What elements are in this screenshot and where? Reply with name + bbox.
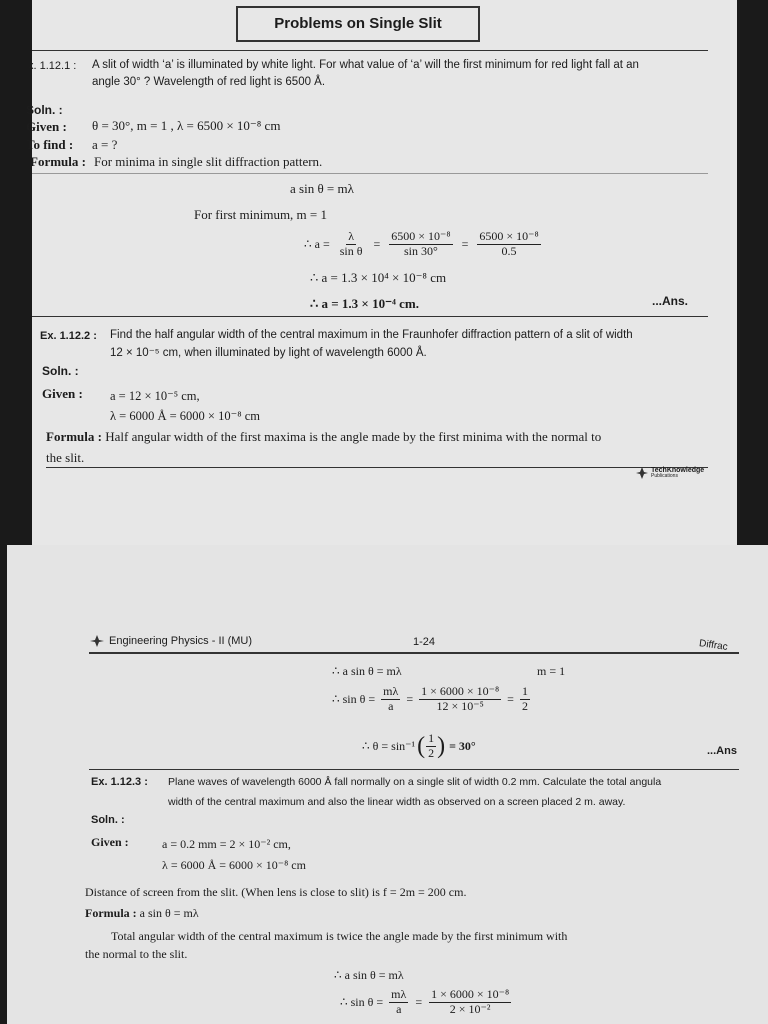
distance-text: Distance of screen from the slit. (When lens is close to slit) is f = 2m = 200 cm. xyxy=(85,885,467,899)
solution-label: Soln. : xyxy=(91,814,125,826)
formula-line xyxy=(46,429,601,445)
equation: ∴ a = $\frac{\lambda}{\text{sin θ}}$ = $\frac{\text{6500 × 10⁻⁸}}{\sin 30^\circ}$ = $\frac{\text{6500 × 10⁻⁸}}{0.5}$ xyxy=(304,229,539,258)
question-text: Plane waves of wavelength 6000 Å fall normally on a single slit of width 0.2 mm. Calculate the total angula xyxy=(168,776,662,788)
equation: ∴ sin θ = $\frac{m\lambda}{a}$ = $\frac{\text{1 × 6000 × 10⁻⁸}}{\text{2 × 10⁻²}}$ xyxy=(340,987,510,1016)
denominator: 2 × 10⁻² xyxy=(449,1001,491,1016)
header xyxy=(89,634,252,648)
denominator: a xyxy=(396,1001,402,1016)
fraction xyxy=(381,685,400,714)
given-value: a = 0.2 mm = 2 × 10⁻² cm, xyxy=(162,837,291,851)
fraction xyxy=(426,732,436,761)
equation: ∴ θ = sin⁻¹ ( $\frac{1}{2}$ ) = 30° xyxy=(362,731,476,760)
formula-text: Half angular width of the first maxima is the angle made by the first minima with the normal to xyxy=(105,429,602,444)
equation: For first minimum, m = 1 xyxy=(194,207,328,222)
textbook-page-upper xyxy=(26,0,737,545)
formula-label: Formula : xyxy=(85,906,137,920)
numerator: mλ xyxy=(391,987,407,1001)
given-value: a = 12 × 10⁻⁵ cm, xyxy=(110,389,200,403)
question-text: width of the central maximum and also the linear width as observed on a screen placed 2 m. away. xyxy=(168,796,626,808)
solution-label: Soln. : xyxy=(26,103,63,117)
equation-prefix: ∴ sin θ = xyxy=(332,691,376,706)
solution-label: Soln. : xyxy=(42,364,79,378)
given-value: λ = 6000 Å = 6000 × 10⁻⁸ cm xyxy=(110,409,260,423)
fraction xyxy=(520,685,530,714)
answer-marker: ...Ans. xyxy=(652,294,689,308)
divider xyxy=(32,316,708,317)
given-label: Given : xyxy=(26,119,67,134)
publisher-logo xyxy=(635,466,704,480)
equation: a sin θ = mλ xyxy=(290,181,354,196)
given-label: Given : xyxy=(42,386,83,401)
fraction xyxy=(477,230,540,259)
formula-label: Formula : xyxy=(30,154,86,169)
numerator: 1 xyxy=(521,684,528,698)
answer-marker: ...Ans xyxy=(707,745,737,757)
logo-text: TechKnowledge xyxy=(651,467,705,474)
example-number: Ex. 1.12.2 : xyxy=(40,330,97,342)
numerator: 1 × 6000 × 10⁻⁸ xyxy=(431,987,510,1001)
publisher-logo-icon xyxy=(89,634,105,648)
tofind-value: a = ? xyxy=(92,137,118,152)
denominator: 12 × 10⁻⁵ xyxy=(436,698,484,713)
denominator: sin θ xyxy=(339,243,363,258)
equation-prefix: ∴ θ = sin⁻¹ xyxy=(362,738,416,753)
numerator: 6500 × 10⁻⁸ xyxy=(391,229,451,243)
numerator: 1 × 6000 × 10⁻⁸ xyxy=(421,684,500,698)
given-label: Given : xyxy=(91,835,129,849)
numerator: mλ xyxy=(383,684,399,698)
numerator: 1 xyxy=(428,731,435,745)
page-number: 1-24 xyxy=(413,636,436,648)
example-number: Ex. 1.12.3 : xyxy=(91,776,148,788)
equation-prefix: ∴ a = xyxy=(304,236,330,251)
denominator: sin 30° xyxy=(404,243,438,258)
formula-line xyxy=(85,906,199,921)
formula-text: For minima in single slit diffraction pattern. xyxy=(94,154,323,169)
header-chapter: Diffrac xyxy=(698,638,729,653)
fraction xyxy=(389,988,408,1017)
denominator: 2 xyxy=(521,698,528,713)
question-text: A slit of width ‘a’ is illuminated by white light. For what value of ‘a’ will the first minimum for red light fall at an xyxy=(92,59,639,71)
divider xyxy=(89,769,739,770)
equation: ∴ sin θ = $\frac{m\lambda}{a}$ = $\frac{\text{1 × 6000 × 10⁻⁸}}{\text{12 × 10⁻⁵}}$ = $\frac{1}{2}$ xyxy=(332,684,528,713)
equation: ∴ a sin θ = mλ xyxy=(334,968,404,982)
tofind-label: To find : xyxy=(26,137,74,152)
equation-prefix: ∴ sin θ = xyxy=(340,994,384,1009)
logo-icon xyxy=(635,466,649,480)
logo-subtext: Publications xyxy=(651,473,678,479)
textbook-page-lower xyxy=(7,545,768,1024)
question-text: angle 30° ? Wavelength of red light is 6500 Å. xyxy=(92,76,326,88)
formula-value: a sin θ = mλ xyxy=(139,906,199,920)
fraction xyxy=(429,988,511,1017)
denominator: a xyxy=(388,698,394,713)
denominator: 2 xyxy=(428,745,435,760)
paragraph: the normal to the slit. xyxy=(85,947,188,961)
fraction xyxy=(419,685,501,714)
example-number: x. 1.12.1 : xyxy=(28,60,77,72)
denominator: 0.5 xyxy=(501,243,517,258)
equation: ∴ a = 1.3 × 10⁴ × 10⁻⁸ cm xyxy=(310,270,447,285)
given-value: λ = 6000 Å = 6000 × 10⁻⁸ cm xyxy=(162,858,306,872)
result: = 30° xyxy=(449,738,476,753)
answer-equation: ∴ a = 1.3 × 10⁻⁴ cm. xyxy=(310,296,419,311)
equation: ∴ a sin θ = mλ xyxy=(332,664,402,678)
header-book-title: Engineering Physics - II (MU) xyxy=(109,635,253,647)
numerator: 6500 × 10⁻⁸ xyxy=(479,229,539,243)
divider xyxy=(32,173,708,174)
page-title: Problems on Single Slit xyxy=(236,6,480,42)
question-text: 12 × 10⁻⁵ cm, when illuminated by light of wavelength 6000 Å. xyxy=(110,347,427,359)
question-text: Find the half angular width of the central maximum in the Fraunhofer diffraction pattern of a slit of width xyxy=(110,329,633,341)
formula-label: Formula : xyxy=(46,429,102,444)
equation: m = 1 xyxy=(537,664,566,678)
divider xyxy=(32,50,708,51)
formula-text: the slit. xyxy=(46,450,85,465)
divider xyxy=(46,467,708,468)
fraction xyxy=(338,230,365,259)
divider xyxy=(89,652,739,654)
fraction xyxy=(389,230,452,259)
paragraph: Total angular width of the central maximum is twice the angle made by the first minimum with xyxy=(111,929,568,943)
numerator: λ xyxy=(348,229,355,243)
given-value: θ = 30°, m = 1 , λ = 6500 × 10⁻⁸ cm xyxy=(92,118,281,133)
